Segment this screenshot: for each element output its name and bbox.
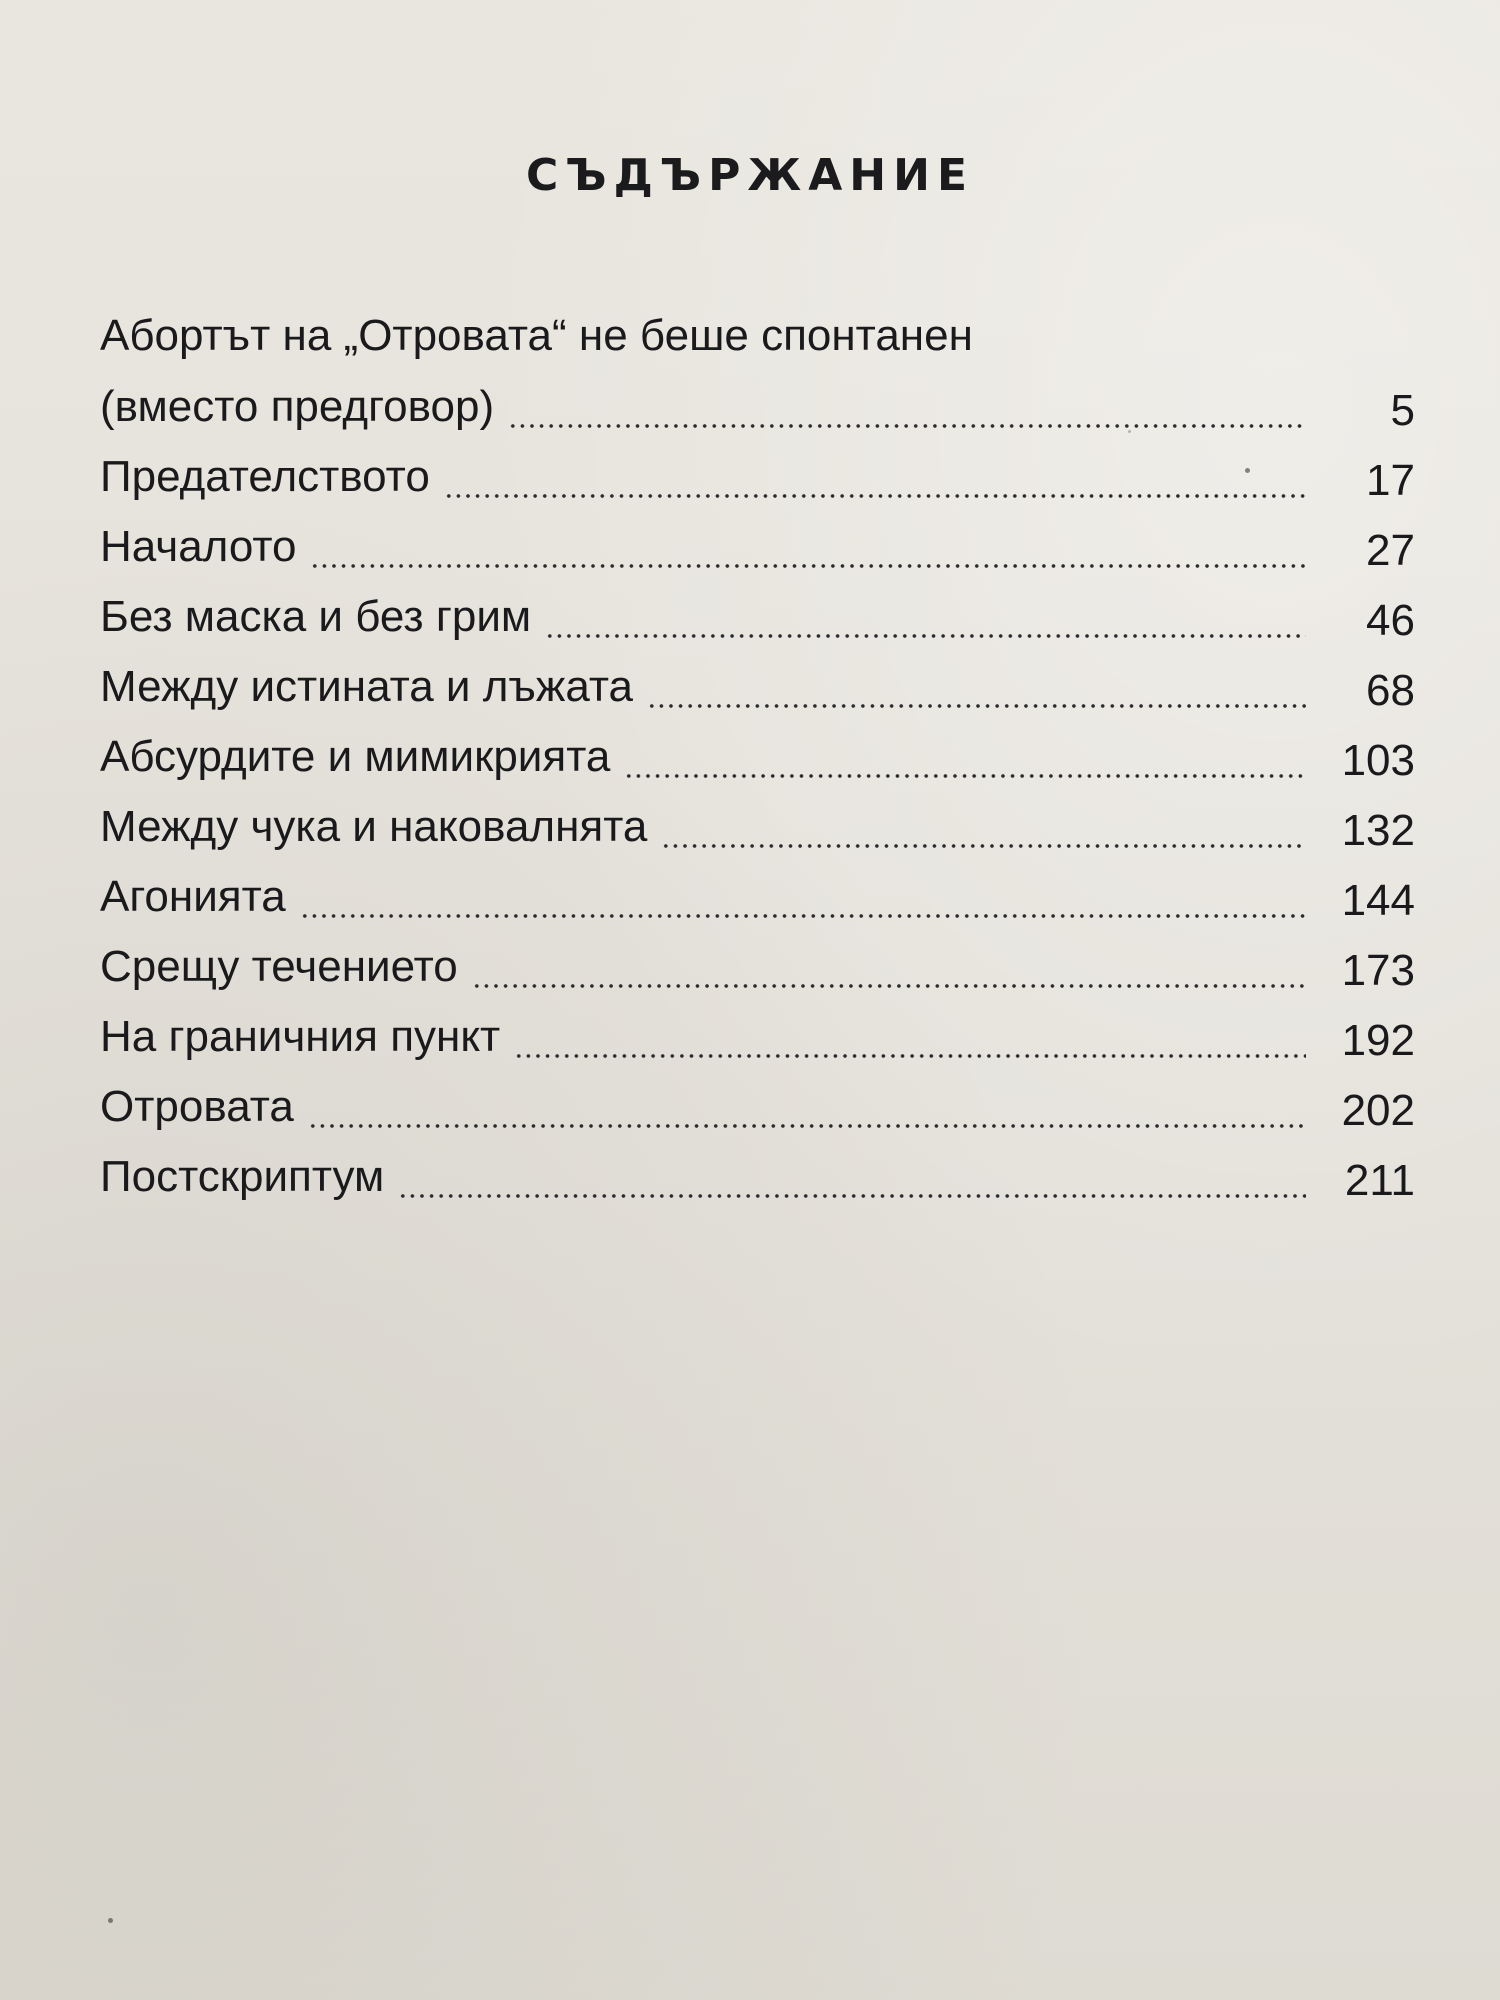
toc-entry bbox=[100, 582, 1415, 652]
toc-page-number: 17 bbox=[1366, 456, 1415, 505]
toc-entry bbox=[100, 300, 1415, 442]
paper-speck bbox=[1245, 468, 1250, 473]
dot-leader bbox=[472, 932, 1310, 1002]
toc-entry bbox=[100, 442, 1415, 512]
toc-page-number: 144 bbox=[1341, 876, 1415, 925]
toc-entry-title: (вместо предговор) bbox=[100, 382, 495, 431]
toc-page-number: 5 bbox=[1390, 386, 1415, 435]
dot-leader bbox=[514, 1002, 1310, 1072]
toc-entry bbox=[100, 652, 1415, 722]
dot-leader bbox=[545, 582, 1310, 652]
toc-entry-title: Без маска и без грим bbox=[100, 592, 532, 641]
dot-leader bbox=[647, 652, 1310, 722]
dot-leader bbox=[661, 792, 1310, 862]
toc-page-number: 202 bbox=[1341, 1086, 1415, 1135]
toc-page-number: 132 bbox=[1341, 806, 1415, 855]
toc-entry-title: Началото bbox=[100, 522, 297, 571]
toc-entry-title: Постскриптум bbox=[100, 1152, 385, 1201]
toc-entry-title: Между чука и наковалнята bbox=[100, 802, 648, 851]
dot-leader bbox=[398, 1142, 1310, 1212]
toc-page-number: 68 bbox=[1366, 666, 1415, 715]
dot-leader bbox=[508, 372, 1310, 442]
toc-page-number: 46 bbox=[1366, 596, 1415, 645]
dot-leader bbox=[308, 1072, 1310, 1142]
toc-list bbox=[100, 300, 1415, 1212]
toc-entry-title: Срещу течението bbox=[100, 942, 458, 991]
toc-page-number: 173 bbox=[1341, 946, 1415, 995]
toc-entry bbox=[100, 722, 1415, 792]
toc-entry bbox=[100, 1142, 1415, 1212]
paper-speck bbox=[108, 1918, 113, 1923]
toc-page-number: 103 bbox=[1341, 736, 1415, 785]
toc-entry-title: Агонията bbox=[100, 872, 286, 921]
toc-entry bbox=[100, 1002, 1415, 1072]
page-title: СЪДЪРЖАНИЕ bbox=[525, 150, 975, 201]
toc-entry-title: Предателството bbox=[100, 452, 430, 501]
toc-entry bbox=[100, 862, 1415, 932]
toc-entry bbox=[100, 1072, 1415, 1142]
toc-entry-title: Между истината и лъжата bbox=[100, 662, 633, 711]
toc-page-number: 192 bbox=[1341, 1016, 1415, 1065]
toc-entry-title-line1: Абортът на „Отровата“ не беше спонтанен bbox=[100, 311, 973, 360]
dot-leader bbox=[624, 722, 1310, 792]
dot-leader bbox=[300, 862, 1310, 932]
paper-speck bbox=[1128, 430, 1131, 433]
toc-entry-title: На граничния пункт bbox=[100, 1012, 501, 1061]
toc-entry bbox=[100, 792, 1415, 862]
toc-entry bbox=[100, 512, 1415, 582]
toc-entry bbox=[100, 932, 1415, 1002]
toc-page-number: 27 bbox=[1366, 526, 1415, 575]
toc-page-number: 211 bbox=[1344, 1156, 1415, 1205]
dot-leader bbox=[444, 442, 1310, 512]
dot-leader bbox=[310, 512, 1310, 582]
toc-entry-title: Абсурдите и мимикрията bbox=[100, 732, 611, 781]
toc-entry-title: Отровата bbox=[100, 1082, 294, 1131]
